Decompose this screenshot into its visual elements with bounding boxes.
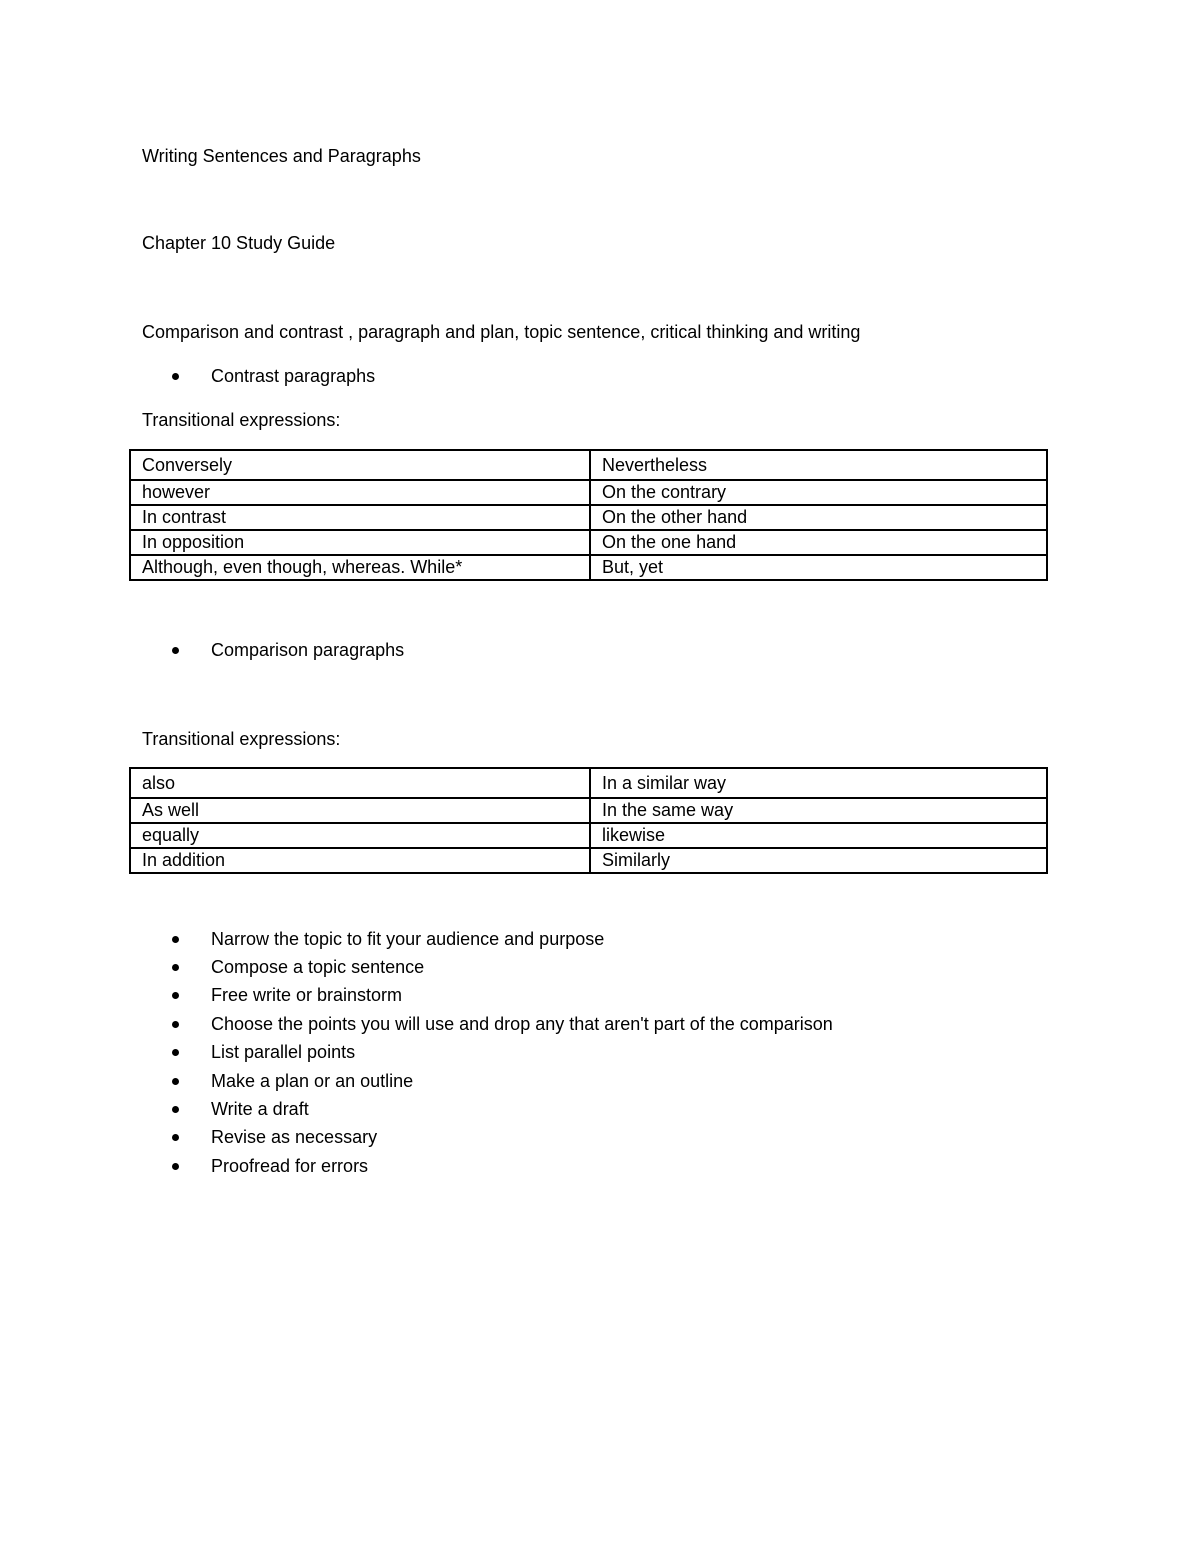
bullet-icon [172,1049,179,1056]
table-row [130,450,1047,480]
comparison-bullet-label: Comparison paragraphs [211,640,405,660]
step-label: Free write or brainstorm [211,985,403,1006]
table-row [130,848,1047,873]
table-row [130,798,1047,823]
steps-list [172,925,833,1181]
bullet-icon [172,964,179,971]
table-cell: But, yet [590,555,1047,580]
comparison-transitions-label: Transitional expressions: [142,729,341,749]
table-cell: likewise [590,823,1047,848]
table-row [130,505,1047,530]
bullet-icon [172,1163,179,1170]
table-cell: also [130,768,590,798]
comparison-bullet [172,639,404,661]
list-item [172,1152,833,1180]
bullet-icon [172,1134,179,1141]
chapter-heading: Chapter 10 Study Guide [142,233,336,253]
bullet-icon [172,992,179,999]
step-label: Narrow the topic to fit your audience and purpose [211,928,605,949]
table-cell: Conversely [130,450,590,480]
bullet-icon [172,1078,179,1085]
comparison-transitions-table [129,767,1048,874]
table-cell: Similarly [590,848,1047,873]
table-cell: In the same way [590,798,1047,823]
list-item [172,1095,833,1123]
list-item [172,1010,833,1038]
table-cell: On the one hand [590,530,1047,555]
table-cell: however [130,480,590,505]
step-label: List parallel points [211,1042,356,1063]
table-row [130,555,1047,580]
step-label: Write a draft [211,1099,309,1120]
bullet-icon [172,647,179,654]
table-cell: As well [130,798,590,823]
step-label: Compose a topic sentence [211,957,425,978]
contrast-transitions-label: Transitional expressions: [142,410,341,430]
table-cell: equally [130,823,590,848]
topics-line: Comparison and contrast , paragraph and plan, topic sentence, critical thinking and writing [142,322,861,342]
step-label: Proofread for errors [211,1155,369,1176]
table-cell: In contrast [130,505,590,530]
document-title: Writing Sentences and Paragraphs [142,146,421,166]
table-row [130,480,1047,505]
bullet-icon [172,1021,179,1028]
table-cell: On the contrary [590,480,1047,505]
bullet-icon [172,373,179,380]
list-item [172,1039,833,1067]
list-item [172,1067,833,1095]
table-cell: In opposition [130,530,590,555]
table-cell: Nevertheless [590,450,1047,480]
step-label: Make a plan or an outline [211,1070,414,1091]
table-row [130,530,1047,555]
list-item [172,925,833,953]
contrast-bullet-label: Contrast paragraphs [211,366,376,386]
table-cell: Although, even though, whereas. While* [130,555,590,580]
bullet-icon [172,1106,179,1113]
list-item [172,1124,833,1152]
contrast-bullet [172,365,375,387]
table-row [130,823,1047,848]
table-row [130,768,1047,798]
bullet-icon [172,936,179,943]
contrast-transitions-table [129,449,1048,581]
step-label: Choose the points you will use and drop any that aren't part of the comparison [211,1013,833,1034]
step-label: Revise as necessary [211,1127,378,1148]
list-item [172,953,833,981]
list-item [172,982,833,1010]
table-cell: In a similar way [590,768,1047,798]
table-cell: In addition [130,848,590,873]
table-cell: On the other hand [590,505,1047,530]
